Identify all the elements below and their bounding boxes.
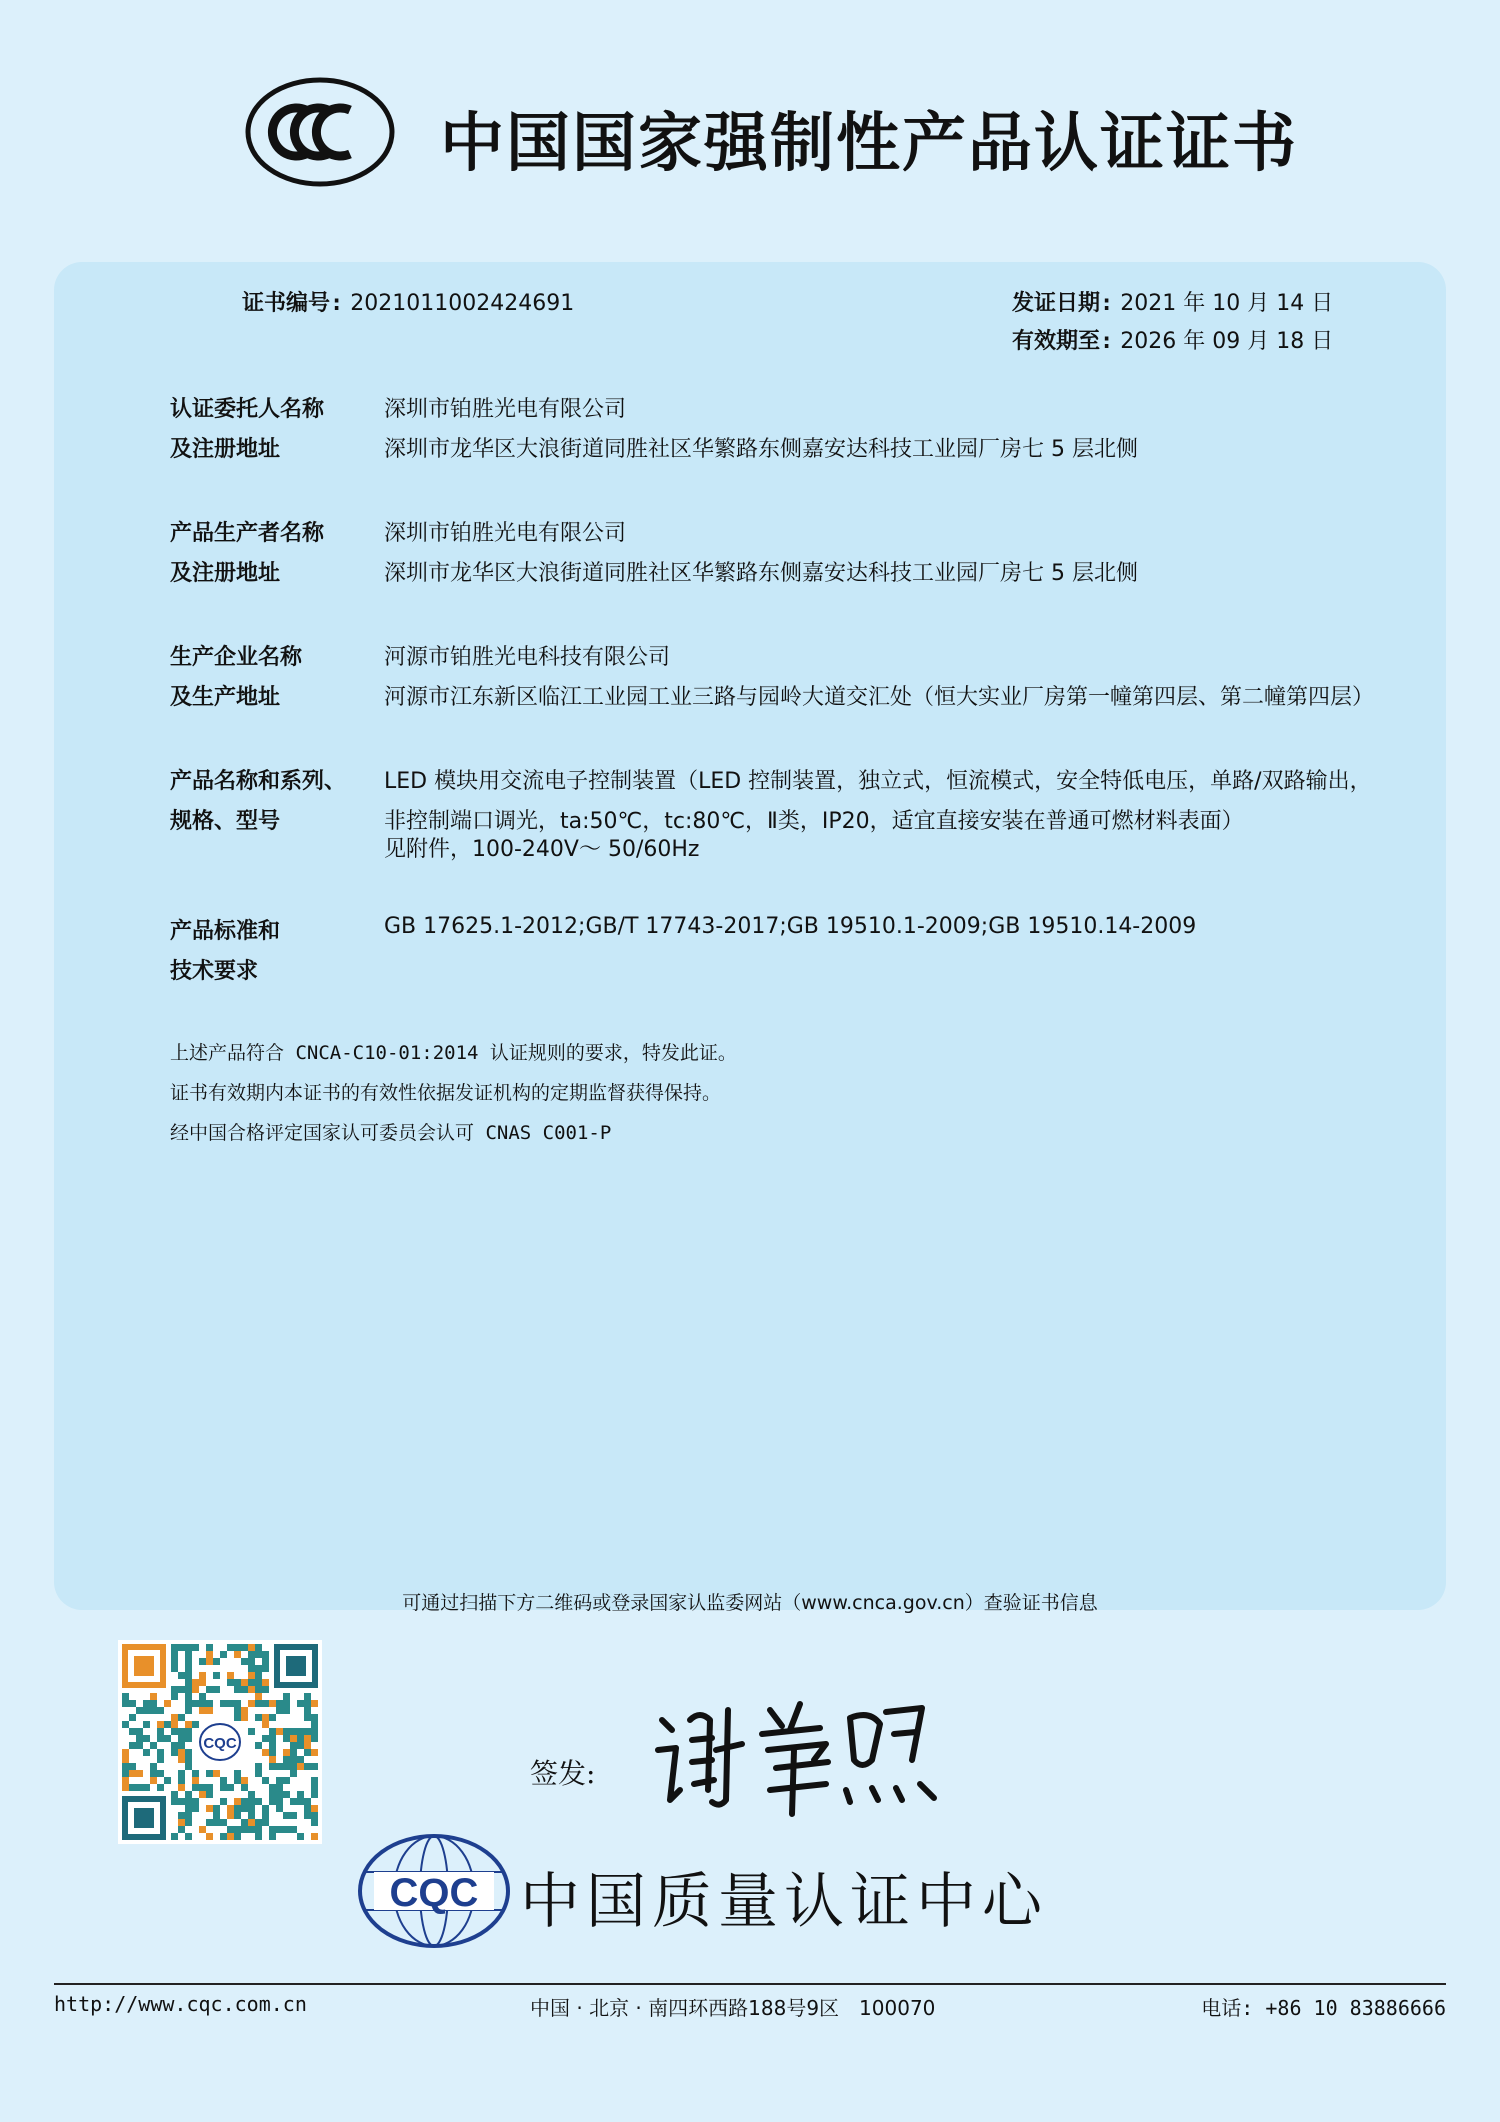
- factory-label-1: 生产企业名称: [170, 645, 303, 670]
- product-line-1: LED 模块用交流电子控制装置（LED 控制装置，独立式，恒流模式，安全特低电压，单路/双路输出，: [384, 769, 1372, 794]
- ccc-logo-text: CCC: [244, 76, 247, 77]
- issuer-name: 中国质量认证中心: [520, 1867, 1048, 1937]
- footer-address: 中国 · 北京 · 南四环西路188号9区 100070: [530, 1996, 936, 2020]
- issue-date-label: 发证日期:: [1012, 291, 1114, 316]
- statement-line-3: 经中国合格评定国家认可委员会认可 CNAS C001-P: [170, 1122, 612, 1144]
- applicant-name: 深圳市铂胜光电有限公司: [384, 397, 627, 422]
- factory-name: 河源市铂胜光电科技有限公司: [384, 645, 671, 670]
- statement-line-2: 证书有效期内本证书的有效性依据发证机构的定期监督获得保持。: [170, 1082, 722, 1104]
- svg-text:CQC: CQC: [203, 1735, 237, 1752]
- signature-label: 签发:: [530, 1757, 596, 1790]
- qr-finder-top-right: [274, 1644, 318, 1688]
- footer-phone: 电话: +86 10 83886666: [1201, 1996, 1446, 2020]
- product-line-2: 非控制端口调光，ta:50℃，tc:80℃，Ⅱ类，IP20，适宜直接安装在普通可燃材料表面）: [384, 809, 1244, 834]
- qr-finder-top-left: [122, 1644, 166, 1688]
- signature: [650, 1690, 950, 1820]
- product-line-3: 见附件，100-240V～ 50/60Hz: [384, 837, 700, 862]
- standards-label-1: 产品标准和: [170, 919, 281, 944]
- product-label-1: 产品名称和系列、: [170, 769, 347, 794]
- page-title: 中国国家强制性产品认证证书: [440, 107, 1298, 181]
- cqc-logo: [356, 1832, 512, 1950]
- manufacturer-label-1: 产品生产者名称: [170, 521, 325, 546]
- manufacturer-name: 深圳市铂胜光电有限公司: [384, 521, 627, 546]
- certificate-number-value: 2021011002424691: [350, 291, 575, 316]
- verify-note: 可通过扫描下方二维码或登录国家认监委网站（www.cnca.gov.cn）查验证书信息: [402, 1592, 1098, 1614]
- valid-until: [1012, 324, 1333, 355]
- standards-value: GB 17625.1-2012;GB/T 17743-2017;GB 19510.1-2009;GB 19510.14-2009: [384, 914, 1197, 939]
- issue-date: [1012, 286, 1333, 317]
- qr-center-cqc-icon: [196, 1718, 244, 1766]
- footer-url-link[interactable]: http://www.cqc.com.cn: [54, 1992, 307, 2016]
- valid-until-label: 有效期至:: [1012, 329, 1114, 354]
- factory-label-2: 及生产地址: [170, 685, 281, 710]
- statement-line-1: 上述产品符合 CNCA-C10-01:2014 认证规则的要求，特发此证。: [170, 1042, 737, 1064]
- product-label-2: 规格、型号: [170, 809, 281, 834]
- qr-finder-bottom-left: [122, 1796, 166, 1840]
- ccc-logo: [244, 76, 396, 188]
- manufacturer-address: 深圳市龙华区大浪街道同胜社区华繁路东侧嘉安达科技工业园厂房七 5 层北侧: [384, 561, 1138, 586]
- cqc-logo-text: CQC: [389, 1871, 479, 1915]
- applicant-label-2: 及注册地址: [170, 437, 281, 462]
- manufacturer-label-2: 及注册地址: [170, 561, 281, 586]
- applicant-address: 深圳市龙华区大浪街道同胜社区华繁路东侧嘉安达科技工业园厂房七 5 层北侧: [384, 437, 1138, 462]
- issue-date-value: 2021 年 10 月 14 日: [1120, 291, 1334, 316]
- applicant-label-1: 认证委托人名称: [170, 397, 325, 422]
- valid-until-value: 2026 年 09 月 18 日: [1120, 329, 1334, 354]
- qr-code[interactable]: [118, 1640, 322, 1844]
- standards-label-2: 技术要求: [170, 959, 259, 984]
- footer-divider: [54, 1983, 1446, 1985]
- certificate-number: [242, 286, 574, 317]
- factory-address: 河源市江东新区临江工业园工业三路与园岭大道交汇处（恒大实业厂房第一幢第四层、第二幢第四层）: [384, 685, 1375, 710]
- certificate-number-label: 证书编号:: [242, 291, 344, 316]
